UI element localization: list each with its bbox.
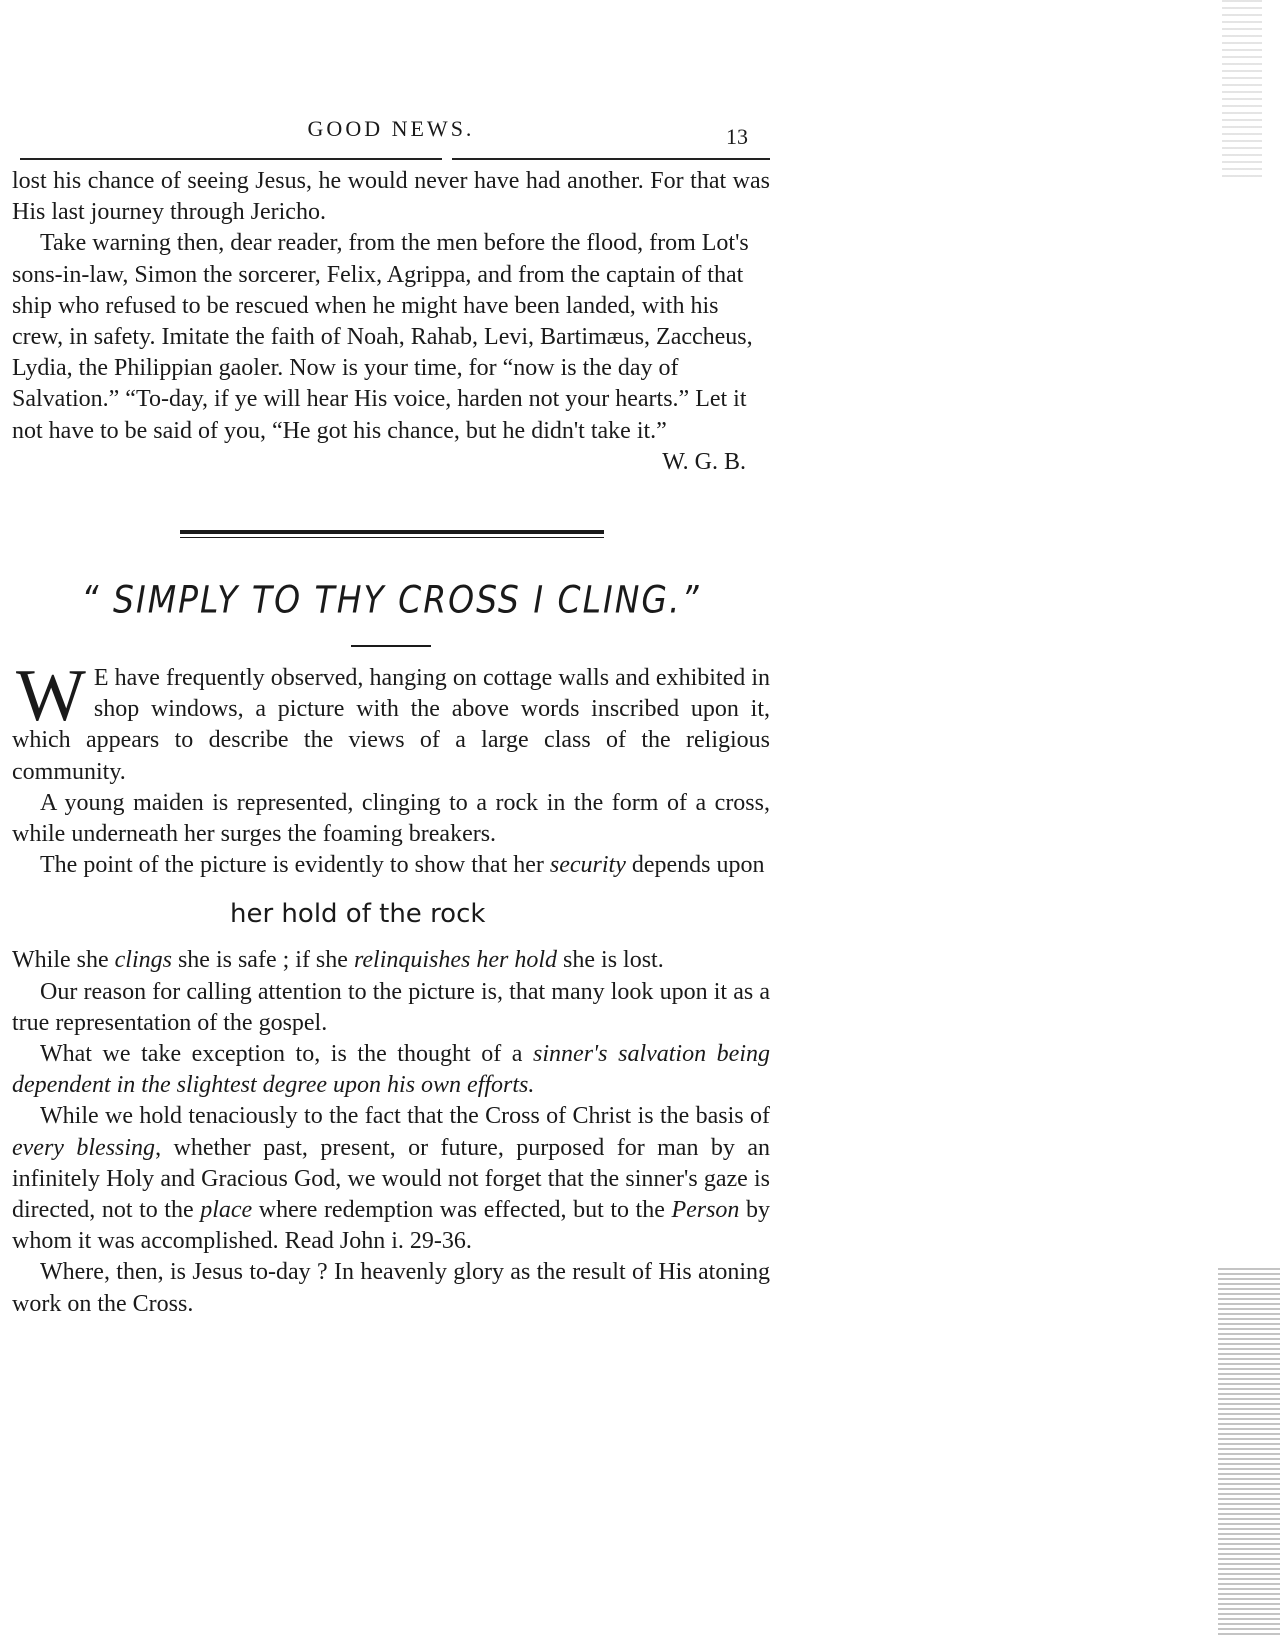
emphasis-text: relinquishes her hold	[353, 947, 558, 974]
paragraph-text: Take warning then, dear reader, from the men before the flood, from Lot's sons-in-law, Simon the sorcerer, Felix, Agrippa, and from the captain of that ship who refused to be rescued when he might have been landed, with his crew, in safety. Imitate the faith of Noah, Rahab, Levi, Bartimæus, Zaccheus, Lydia, the Philippian gaoler. Now is your time, for “now is the day of Salvation.” “To-day, if ye will hear His voice, harden not your hearts.” Let it not have to be said of you, “He got his chance, but he didn't take it.”	[12, 230, 753, 444]
divider-thick-line	[180, 530, 604, 534]
paragraph-text: The point of the picture is evidently to show that her	[40, 852, 550, 879]
paragraph: Our reason for calling attention to the picture is, that many look upon it as a true representation of the gospel.	[12, 978, 770, 1036]
running-head	[12, 110, 770, 166]
paragraph-text: , whether past, present, or future, purposed for man by an infinitely Holy and Gracious God, we would not forget that the sinner's gaze is directed, not to the	[12, 1134, 770, 1224]
header-rule-break	[442, 155, 452, 163]
paragraph	[12, 945, 770, 976]
divider-thin-line	[180, 537, 604, 538]
paragraph	[12, 1101, 770, 1257]
section-divider	[180, 530, 604, 538]
paragraph-text: by whom it was accomplished. Read John i. 29-36.	[12, 1197, 770, 1255]
paragraph-text: she is safe ; if she	[171, 947, 354, 974]
author-signature: W. G. B.	[662, 448, 746, 475]
drop-cap: W	[16, 655, 86, 738]
paragraph-text: While we hold tenaciously to the fact that the Cross of Christ is the basis of	[40, 1103, 770, 1130]
paragraph: lost his chance of seeing Jesus, he would never have had another. For that was His last journey through Jericho.	[12, 168, 770, 226]
paragraph	[12, 655, 770, 788]
article-body	[12, 655, 771, 1320]
page	[12, 110, 770, 1320]
emphasis-text: security	[549, 852, 626, 879]
running-title: GOOD NEWS.	[307, 116, 475, 141]
emphasis-text: sinner's salvation being dependent in the slightest degree upon his own efforts.	[12, 1041, 771, 1099]
paragraph-text: While she	[12, 947, 115, 974]
emphasis-text: every blessing	[12, 1134, 156, 1161]
paragraph-text: E have frequently observed, hanging on cottage walls and exhibited in shop windows, a picture with the above words inscribed upon it, which appears to describe the views of a large class of the religious community.	[12, 665, 770, 785]
header-rule	[20, 158, 770, 160]
paragraph	[12, 228, 770, 475]
paragraph-text: she is lost.	[557, 947, 664, 974]
paragraph-text: where redemption was effected, but to the	[252, 1197, 672, 1224]
paragraph: A young maiden is represented, clinging to a rock in the form of a cross, while underneath her surges the foaming breakers.	[12, 789, 770, 848]
article-title: “ SIMPLY TO THY CROSS I CLING.”	[81, 577, 701, 622]
paragraph: Where, then, is Jesus to-day ? In heavenly glory as the result of His atoning work on the Cross.	[12, 1259, 770, 1317]
subheading: her hold of the rock	[230, 899, 486, 930]
title-rule	[351, 645, 431, 647]
emphasis-text: place	[200, 1197, 253, 1224]
paragraph	[12, 1039, 770, 1101]
emphasis-text: clings	[114, 947, 172, 974]
previous-article-ending	[12, 166, 770, 478]
paragraph-text: depends upon	[625, 852, 765, 879]
page-number: 13	[726, 124, 748, 149]
paragraph-text: What we take exception to, is the thought of a	[40, 1041, 534, 1068]
paragraph	[12, 850, 770, 881]
scan-margin-noise-top	[1222, 0, 1262, 180]
emphasis-text: Person	[671, 1197, 740, 1224]
scan-margin-noise-bottom	[1218, 1268, 1280, 1638]
